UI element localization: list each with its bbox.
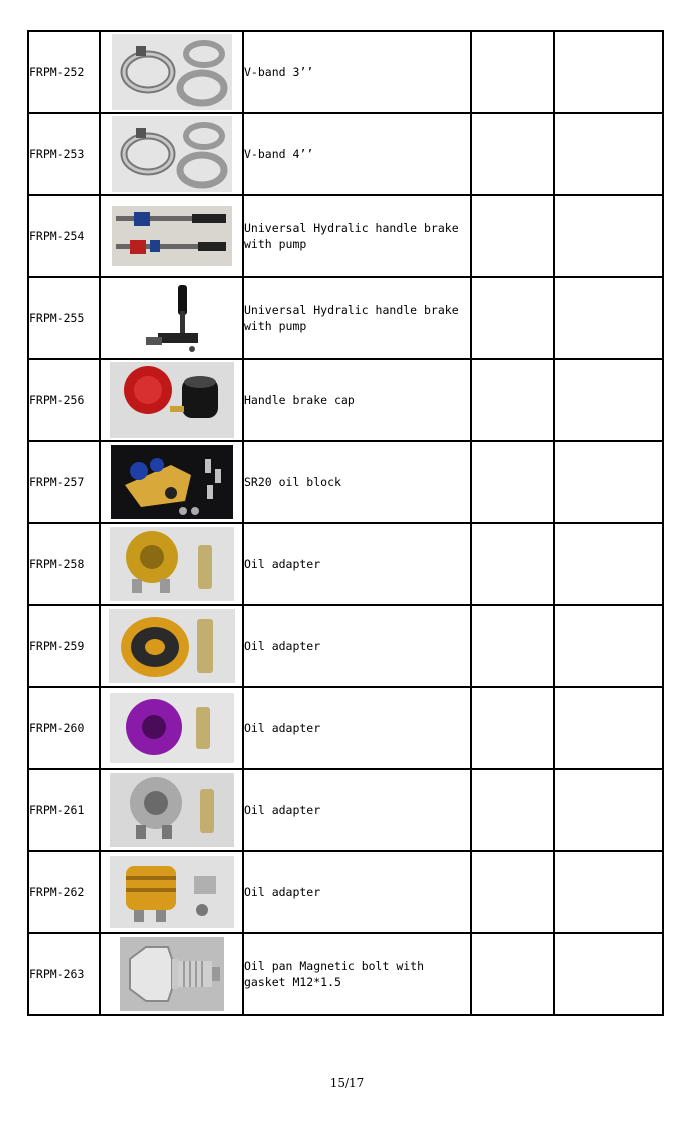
empty-cell [471,113,554,195]
empty-cell [554,769,663,851]
product-description: Universal Hydralic handle brake with pump [243,195,471,277]
empty-cell [471,851,554,933]
empty-cell [471,441,554,523]
empty-cell [554,933,663,1015]
empty-cell [471,933,554,1015]
oil-adapter-icon [110,773,234,847]
product-code: FRPM-253 [28,113,100,195]
oil-adapter-icon [109,609,235,683]
empty-cell [471,31,554,113]
product-photo-cell [100,851,243,933]
product-description: Oil pan Magnetic bolt with gasket M12*1.5 [243,933,471,1015]
empty-cell [554,277,663,359]
table-row [28,441,663,523]
v-band-clamp-icon [112,116,232,192]
table-row [28,769,663,851]
product-code: FRPM-257 [28,441,100,523]
product-photo-cell [100,31,243,113]
empty-cell [471,687,554,769]
product-code: FRPM-254 [28,195,100,277]
oil-adapter-icon [110,693,234,763]
empty-cell [471,523,554,605]
product-description: V-band 3’’ [243,31,471,113]
handbrake-cap-icon [110,362,234,438]
oil-block-icon [111,445,233,519]
empty-cell [471,769,554,851]
product-code: FRPM-262 [28,851,100,933]
empty-cell [471,195,554,277]
product-description: Handle brake cap [243,359,471,441]
table-row [28,523,663,605]
product-code: FRPM-252 [28,31,100,113]
product-photo-cell [100,933,243,1015]
table-row [28,195,663,277]
product-table [27,30,664,1016]
product-photo-cell [100,687,243,769]
empty-cell [554,195,663,277]
product-description: Oil adapter [243,687,471,769]
oil-adapter-icon [110,527,234,601]
table-row [28,31,663,113]
hydraulic-handbrake-icon [132,281,212,355]
empty-cell [554,31,663,113]
product-description: V-band 4’’ [243,113,471,195]
product-photo-cell [100,113,243,195]
v-band-clamp-icon [112,34,232,110]
oil-adapter-icon [110,856,234,928]
empty-cell [554,851,663,933]
empty-cell [554,359,663,441]
product-description: Oil adapter [243,851,471,933]
product-photo-cell [100,441,243,523]
page-number: 15/17 [329,1076,365,1090]
table-row [28,277,663,359]
product-description: Oil adapter [243,523,471,605]
product-code: FRPM-260 [28,687,100,769]
product-description: Oil adapter [243,605,471,687]
product-photo-cell [100,277,243,359]
product-code: FRPM-259 [28,605,100,687]
empty-cell [471,359,554,441]
table-row [28,851,663,933]
empty-cell [554,523,663,605]
empty-cell [554,605,663,687]
product-description: Universal Hydralic handle brake with pump [243,277,471,359]
product-description: SR20 oil block [243,441,471,523]
empty-cell [554,687,663,769]
table-row [28,687,663,769]
empty-cell [554,441,663,523]
empty-cell [471,277,554,359]
table-row [28,933,663,1015]
product-code: FRPM-255 [28,277,100,359]
product-code: FRPM-258 [28,523,100,605]
product-code: FRPM-256 [28,359,100,441]
table-row [28,113,663,195]
product-description: Oil adapter [243,769,471,851]
product-code: FRPM-261 [28,769,100,851]
table-row [28,605,663,687]
table-row [28,359,663,441]
product-photo-cell [100,769,243,851]
hydraulic-handbrake-icon [112,206,232,266]
product-code: FRPM-263 [28,933,100,1015]
product-photo-cell [100,195,243,277]
empty-cell [554,113,663,195]
product-photo-cell [100,523,243,605]
product-photo-cell [100,605,243,687]
magnetic-bolt-icon [120,937,224,1011]
product-photo-cell [100,359,243,441]
empty-cell [471,605,554,687]
